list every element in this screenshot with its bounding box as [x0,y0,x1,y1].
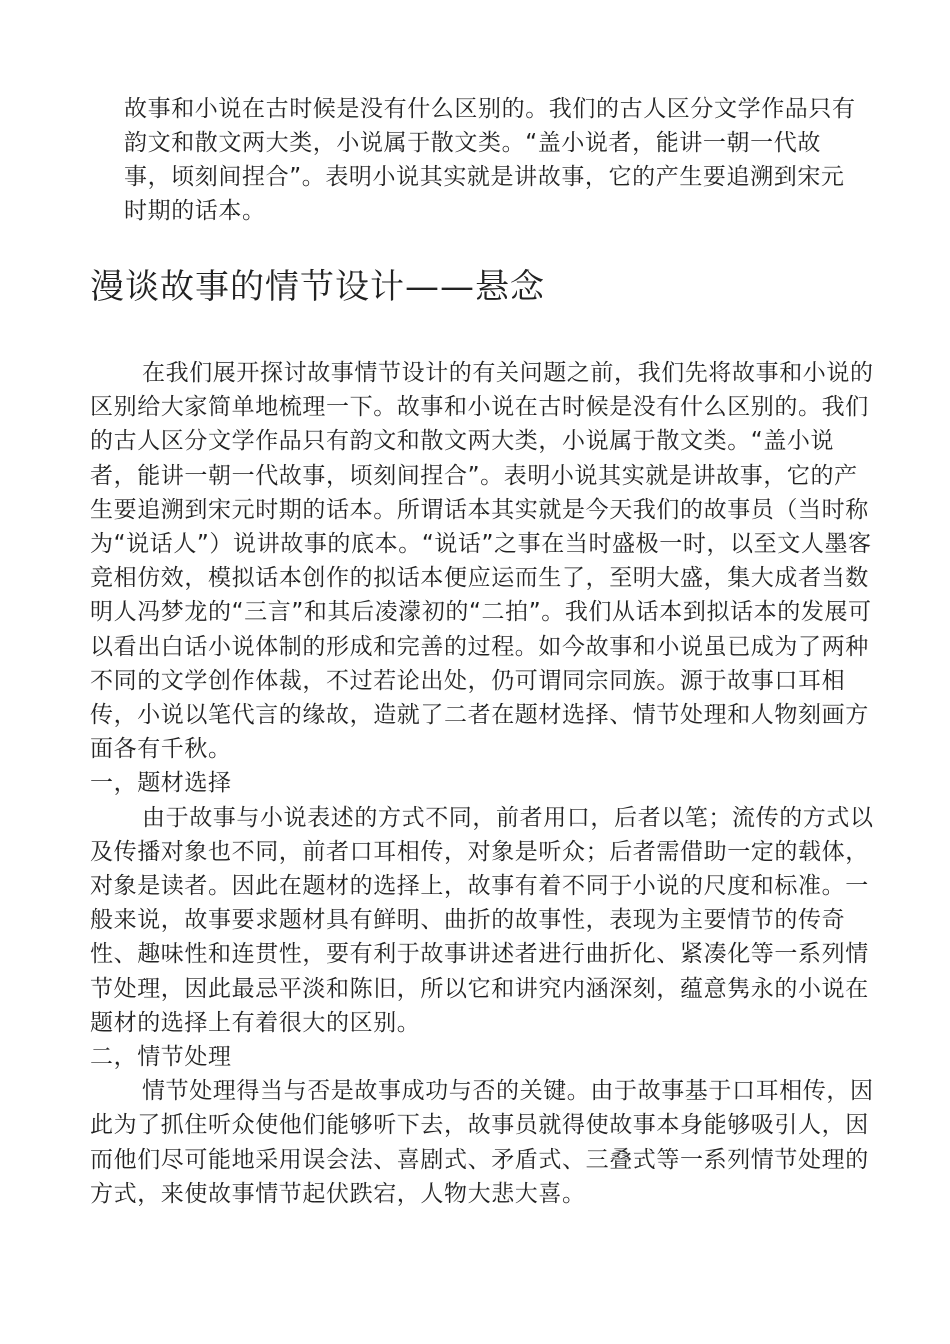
section-heading-1: 一，题材选择 [90,770,232,797]
section-paragraph-2: 情节处理得当与否是故事成功与否的关键。由于故事基于口耳相传，因此为了抓住听众使他们能够听下去，故事员就得使故事本身能够吸引人，因而他们尽可能地采用误会法、喜剧式、矛盾式、三叠式等一系列情节处理的方式，来使故事情节起伏跌宕，人物大悲大喜。 [90,1078,874,1207]
body-paragraph-1: 在我们展开探讨故事情节设计的有关问题之前，我们先将故事和小说的区别给大家简单地梳理一下。故事和小说在古时候是没有什么区别的。我们的古人区分文学作品只有韵文和散文两大类，小说属于散文类。“盖小说者，能讲一朝一代故事，顷刻间捏合”。表明小说其实就是讲故事，它的产生要追溯到宋元时期的话本。所谓话本其实就是今天我们的故事员（当时称为“说话人”）说讲故事的底本。“说话”之事在当时盛极一时，以至文人墨客竞相仿效，模拟话本创作的拟话本便应运而生了，至明大盛，集大成者当数明人冯梦龙的“三言”和其后凌濛初的“二拍”。我们从话本到拟话本的发展可以看出白话小说体制的形成和完善的过程。如今故事和小说虽已成为了两种不同的文学创作体裁，不过若论出处，仍可谓同宗同族。源于故事口耳相传，小说以笔代言的缘故，造就了二者在题材选择、情节处理和人物刻画方面各有千秋。 [90,360,874,763]
section-paragraph-1: 由于故事与小说表述的方式不同，前者用口，后者以笔；流传的方式以及传播对象也不同，前者口耳相传，对象是听众；后者需借助一定的载体，对象是读者。因此在题材的选择上，故事有着不同于小说的尺度和标准。一般来说，故事要求题材具有鲜明、曲折的故事性，表现为主要情节的传奇性、趣味性和连贯性，要有利于故事讲述者进行曲折化、紧凑化等一系列情节处理，因此最忌平淡和陈旧，所以它和讲究内涵深刻，蕴意隽永的小说在题材的选择上有着很大的区别。 [90,804,874,1036]
article-title: 漫谈故事的情节设计——悬念 [90,267,545,307]
article-body [90,356,880,1211]
section-heading-2: 二，情节处理 [90,1044,232,1071]
intro-paragraph: 故事和小说在古时候是没有什么区别的。我们的古人区分文学作品只有韵文和散文两大类，小说属于散文类。“盖小说者，能讲一朝一代故事，顷刻间捏合”。表明小说其实就是讲故事，它的产生要追溯到宋元时期的话本。 [124,96,856,224]
